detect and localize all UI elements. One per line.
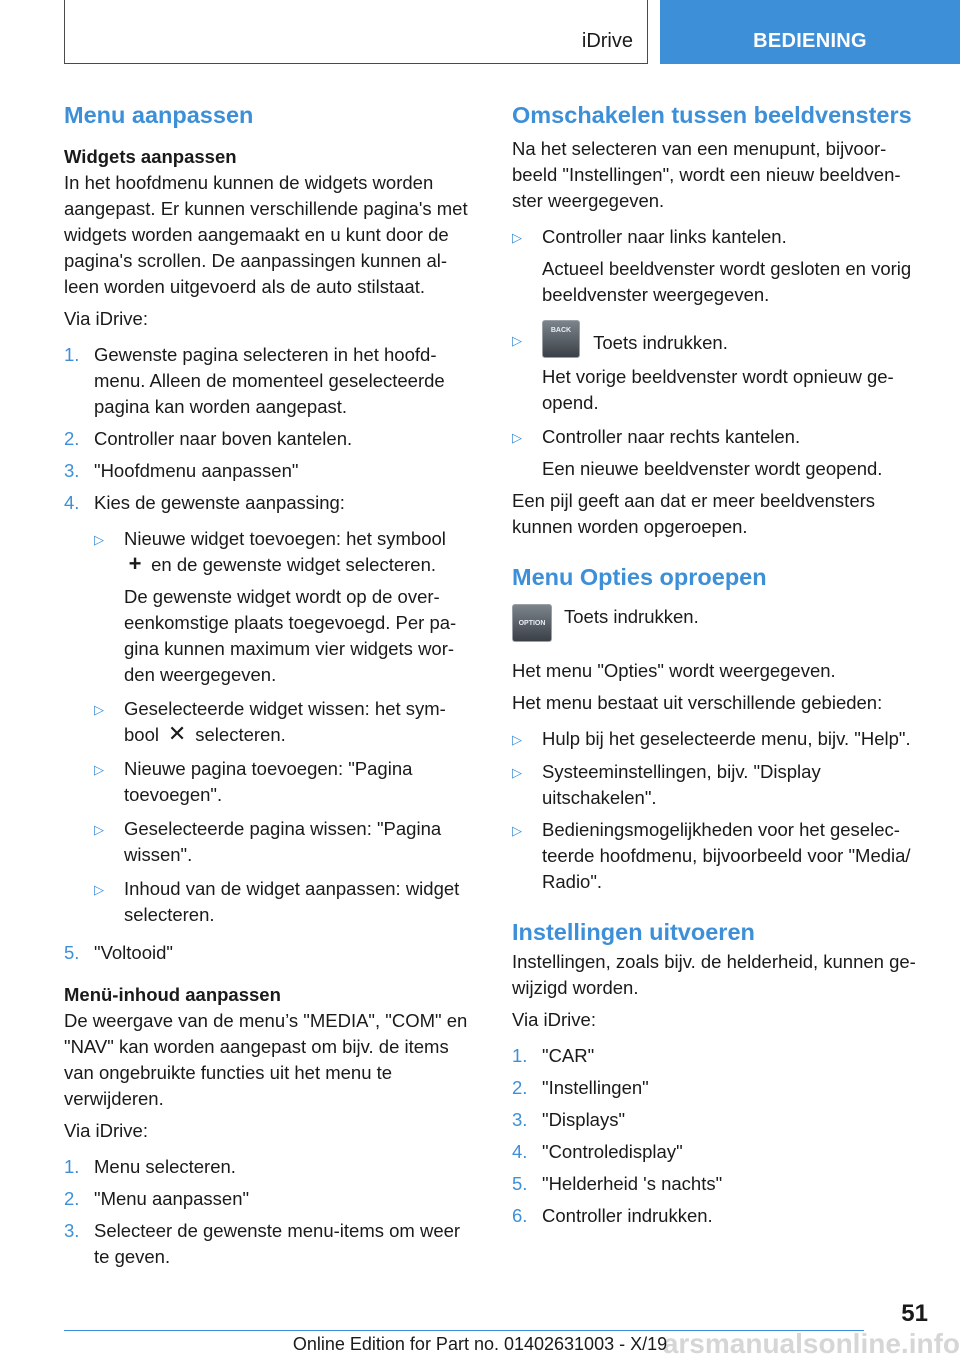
list-item: ▷ Bedieningsmogelijkheden voor het geselec-teerde hoofdmenu, bijvoorbeeld voor "Media/ Radio". <box>512 817 928 895</box>
option-item: ▷ Geselecteerde widget wissen: het sym-bool ✕ selecteren. <box>94 698 446 746</box>
list-item: ▷ Systeeminstellingen, bijv. "Display uitschakelen". <box>512 759 928 811</box>
back-key-icon: BACK <box>542 320 580 358</box>
list-item: ▷ Controller naar rechts kantelen. Een nieuwe beeldvenster wordt geopend. <box>512 424 928 482</box>
triangle-bullet-icon: ▷ <box>94 532 104 547</box>
list-item: ▷ BACK Toets indrukken. Het vorige beeldvenster wordt opnieuw ge-opend. <box>512 320 928 416</box>
list-item: 2. "Instellingen" <box>512 1077 649 1098</box>
options-shown: Het menu "Opties" wordt weergegeven. <box>512 660 836 681</box>
option-item: ▷ Nieuwe pagina toevoegen: "Pagina toevoegen". <box>94 756 478 808</box>
page-number: 51 <box>901 1300 928 1327</box>
settings-heading: Instellingen uitvoeren <box>512 919 755 945</box>
widgets-heading: Widgets aanpassen <box>64 146 237 167</box>
triangle-bullet-icon: ▷ <box>512 230 522 245</box>
edition-note: Online Edition for Part no. 01402631003 - X/19 <box>292 1334 668 1354</box>
option-item: ▷ Inhoud van de widget aanpassen: widget selecteren. <box>94 876 478 928</box>
left-column <box>64 100 478 1276</box>
right-column <box>512 100 928 1235</box>
list-item: 3. "Displays" <box>512 1109 626 1130</box>
list-item: 1. Gewenste pagina selecteren in het hoofd-menu. Alleen de momenteel geselecteerde pagina kan worden aangepast. <box>64 344 445 417</box>
list-item: 1. Menu selecteren. <box>64 1156 236 1177</box>
switch-outro: Een pijl geeft aan dat er meer beeldvensters kunnen worden opgeroepen. <box>512 490 876 537</box>
list-item: 4. "Controledisplay" <box>512 1141 683 1162</box>
menu-content-intro: De weergave van de menu’s "MEDIA", "COM" en "NAV" kan worden aangepast om bijv. de items van ongebruikte functies uit het menu te verwijderen. <box>64 1010 468 1109</box>
option-item: ▷ Nieuwe widget toevoegen: het symbool + en de gewenste widget selecteren. De gewenste widget wordt op de over-eenkomstige plaats toegevoegd. Per pa-gina kunnen maximum vier widgets wor-den weergegeven. <box>94 526 478 688</box>
triangle-bullet-icon: ▷ <box>94 762 104 777</box>
option-item: ▷ Geselecteerde pagina wissen: "Pagina wissen". <box>94 816 478 868</box>
list-item: 1. "CAR" <box>512 1045 595 1066</box>
settings-intro: Instellingen, zoals bijv. de helderheid, kunnen ge-wijzigd worden. <box>512 951 916 998</box>
list-item: 3. "Hoofdmenu aanpassen" <box>64 460 299 481</box>
watermark: arsmanualsonline.info <box>662 1328 960 1359</box>
settings-via: Via iDrive: <box>512 1009 596 1030</box>
switch-windows-heading: Omschakelen tussen beeldvensters <box>512 102 912 128</box>
option-key-icon: OPTION <box>512 604 552 642</box>
widgets-steps <box>64 342 478 966</box>
list-item: 2. "Menu aanpassen" <box>64 1188 250 1209</box>
list-item: 4. Kies de gewenste aanpassing: ▷ Nieuwe widget toevoegen: het symbool + en de gewenste widget selecteren. De gewenste widget wordt op de over-eenkomstige plaats toegevoegd. Per pa-gina kunnen maximum vier widgets wor-den weergegeven. ▷ Geselecteerde widget wissen: het sym-bool ✕ selecteren. ▷ Nieuwe pagina toevoegen: "Pagina toevoegen". ▷ Geselecteerde pagina wissen: "Pagina wissen". ▷ Inhoud van de widget aanpassen: widget selecteren. <box>64 490 478 934</box>
header-frame <box>64 0 648 64</box>
triangle-bullet-icon: ▷ <box>94 882 104 897</box>
triangle-bullet-icon: ▷ <box>94 702 104 717</box>
widgets-intro: In het hoofdmenu kunnen de widgets worden aangepast. Er kunnen verschillende pagina's met widgets worden aangemaakt en u kunt door de pagina's scrollen. De aanpassingen kunnen al-leen worden uitgevoerd als de auto stilstaat. <box>64 172 468 297</box>
close-icon: ✕ <box>167 721 187 746</box>
triangle-bullet-icon: ▷ <box>512 333 522 348</box>
menu-aanpassen-heading: Menu aanpassen <box>64 102 254 128</box>
plus-icon: + <box>128 551 142 576</box>
triangle-bullet-icon: ▷ <box>512 823 522 838</box>
settings-steps <box>512 1043 928 1229</box>
options-areas: Het menu bestaat uit verschillende gebieden: <box>512 692 883 713</box>
list-item: 5. "Helderheid 's nachts" <box>512 1173 723 1194</box>
section-title: iDrive <box>581 30 633 52</box>
triangle-bullet-icon: ▷ <box>94 822 104 837</box>
list-item: ▷ Controller naar links kantelen. Actueel beeldvenster wordt gesloten en vorig beeldvenster weergegeven. <box>512 224 928 308</box>
chapter-title: BEDIENING <box>660 0 960 64</box>
menu-content-via: Via iDrive: <box>64 1120 148 1141</box>
triangle-bullet-icon: ▷ <box>512 430 522 445</box>
menu-content-heading: Menü-inhoud aanpassen <box>64 984 281 1005</box>
list-item: 6. Controller indrukken. <box>512 1205 713 1226</box>
widgets-via: Via iDrive: <box>64 308 148 329</box>
switch-intro: Na het selecteren van een menupunt, bijvoor-beeld "Instellingen", wordt een nieuw beeldven-ster weergegeven. <box>512 138 901 211</box>
option-key-row: OPTION Toets indrukken. <box>512 604 928 642</box>
triangle-bullet-icon: ▷ <box>512 732 522 747</box>
list-item: 5. "Voltooid" <box>64 942 173 963</box>
options-menu-heading: Menu Opties oproepen <box>512 564 767 590</box>
list-item: 2. Controller naar boven kantelen. <box>64 428 353 449</box>
list-item: ▷ Hulp bij het geselecteerde menu, bijv. "Help". <box>512 726 928 753</box>
menu-content-steps <box>64 1154 478 1270</box>
triangle-bullet-icon: ▷ <box>512 765 522 780</box>
list-item: 3. Selecteer de gewenste menu-items om weer te geven. <box>64 1220 461 1267</box>
